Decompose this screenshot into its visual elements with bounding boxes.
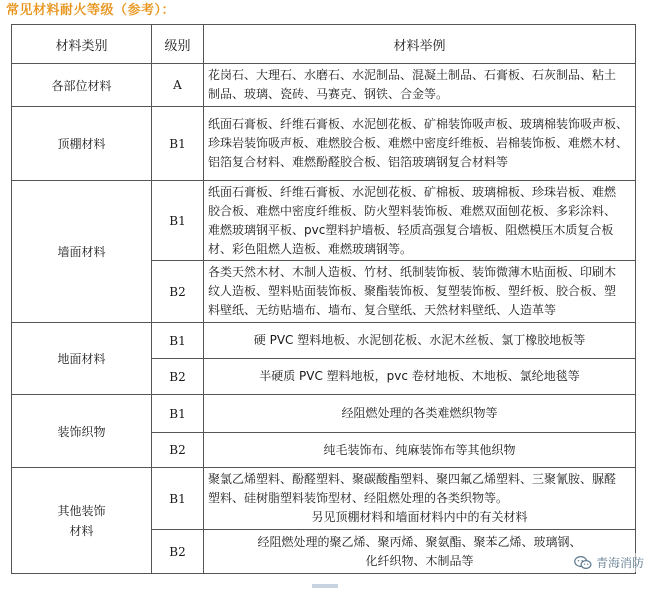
example-line: 聚氯乙烯塑料、酚醛塑料、聚碳酸酯塑料、聚四氟乙烯塑料、三聚氰胺、脲醛 [208, 472, 617, 486]
table-row [12, 181, 636, 261]
level-cell: B1 [152, 181, 204, 261]
table-row [12, 395, 636, 433]
example-line: 经阻燃处理的聚乙烯、聚丙烯、聚氨酯、聚苯乙烯、玻璃钢、 [257, 534, 582, 549]
example-line: 铝箔复合材料、难燃酚醛胶合板、铝箔玻璃钢复合材料等 [208, 155, 509, 169]
example-line: 胶合板、难燃中密度纤维板、防火塑料装饰板、难燃双面刨花板、多彩涂料、 [208, 203, 617, 218]
category-cell: 墙面材料 [12, 181, 152, 323]
level-cell: B1 [152, 107, 204, 181]
examples-cell [204, 64, 636, 107]
example-line: 塑料、硅树脂塑料装饰型材、经阻燃处理的各类织物等。 [208, 491, 509, 505]
table-row [12, 64, 636, 107]
watermark [571, 553, 647, 572]
example-line: 纯毛装饰布、纯麻装饰布等其他织物 [323, 442, 516, 457]
example-line: 另见顶棚材料和墙面材料内中的有关材料 [311, 510, 528, 524]
level-cell: B2 [152, 261, 204, 323]
examples-cell [204, 107, 636, 181]
level-cell: B1 [152, 395, 204, 433]
examples-cell [204, 395, 636, 433]
category-cell: 地面材料 [12, 323, 152, 395]
watermark-text: 青海消防 [595, 556, 644, 570]
example-line: 材、彩色阻燃人造板、难燃玻璃钢等。 [208, 241, 413, 256]
category-line: 材料 [69, 523, 94, 538]
level-cell: B1 [152, 468, 204, 530]
examples-cell [204, 468, 636, 530]
example-line: 花岗石、大理石、水磨石、水泥制品、混凝土制品、石膏板、石灰制品、粘土 [208, 68, 617, 82]
level-cell: B2 [152, 433, 204, 468]
examples-cell [204, 261, 636, 323]
category-line: 其他装饰 [57, 503, 106, 518]
table-row [12, 323, 636, 359]
example-line: 珍珠岩装饰吸声板、难燃胶合板、难燃中密度纤维板、岩棉装饰板、难燃木材、 [208, 136, 629, 150]
example-line: 纸面石膏板、纤维石膏板、水泥刨花板、矿棉板、玻璃棉板、珍珠岩板、难燃 [208, 184, 617, 199]
example-line: 各类天然木材、木制人造板、竹材、纸制装饰板、装饰微薄木贴面板、印刷木 [208, 265, 617, 279]
example-line: 半硬质 PVC 塑料地板，pvc 卷材地板、木地板、氯纶地毯等 [259, 369, 580, 383]
level-cell: B2 [152, 530, 204, 574]
table-header-row [12, 25, 636, 64]
example-line: 制品、玻璃、瓷砖、马赛克、钢铁、合金等。 [208, 87, 449, 101]
example-line: 料壁纸、无纺贴墙布、墙布、复合壁纸、天然材料壁纸、人造革等 [208, 303, 557, 317]
example-line: 纹人造板、塑料贴面装饰板、聚酯装饰板、复塑装饰板、塑纤板、胶合板、塑 [208, 284, 617, 298]
example-line: 难燃玻璃钢平板、pvc塑料护墙板、轻质高强复合墙板、阻燃模压木质复合板 [208, 222, 614, 237]
wechat-icon [574, 555, 592, 571]
example-line: 化纤织物、木制品等 [365, 553, 474, 568]
level-cell: B2 [152, 359, 204, 395]
example-line: 经阻燃处理的各类难燃织物等 [341, 406, 498, 420]
page-title: 常见材料耐火等级（参考）： [6, 3, 176, 18]
fire-rating-table [11, 24, 636, 574]
category-cell [12, 468, 152, 574]
table-row [12, 468, 636, 530]
examples-cell [204, 359, 636, 395]
table-row [12, 107, 636, 181]
level-cell: A [152, 64, 204, 107]
header-level: 级别 [152, 25, 204, 64]
category-cell: 各部位材料 [12, 64, 152, 107]
header-category: 材料类别 [12, 25, 152, 64]
examples-cell [204, 323, 636, 359]
examples-cell [204, 433, 636, 468]
level-cell: B1 [152, 323, 204, 359]
example-line: 纸面石膏板、纤维石膏板、水泥刨花板、矿棉装饰吸声板、玻璃棉装饰吸声板、 [208, 117, 629, 131]
header-examples: 材料举例 [204, 25, 636, 64]
examples-cell [204, 181, 636, 261]
category-cell: 顶棚材料 [12, 107, 152, 181]
example-line: 硬 PVC 塑料地板、水泥刨花板、水泥木丝板、氯丁橡胶地板等 [253, 333, 586, 347]
bottom-decoration [312, 584, 338, 588]
category-cell: 装饰织物 [12, 395, 152, 468]
